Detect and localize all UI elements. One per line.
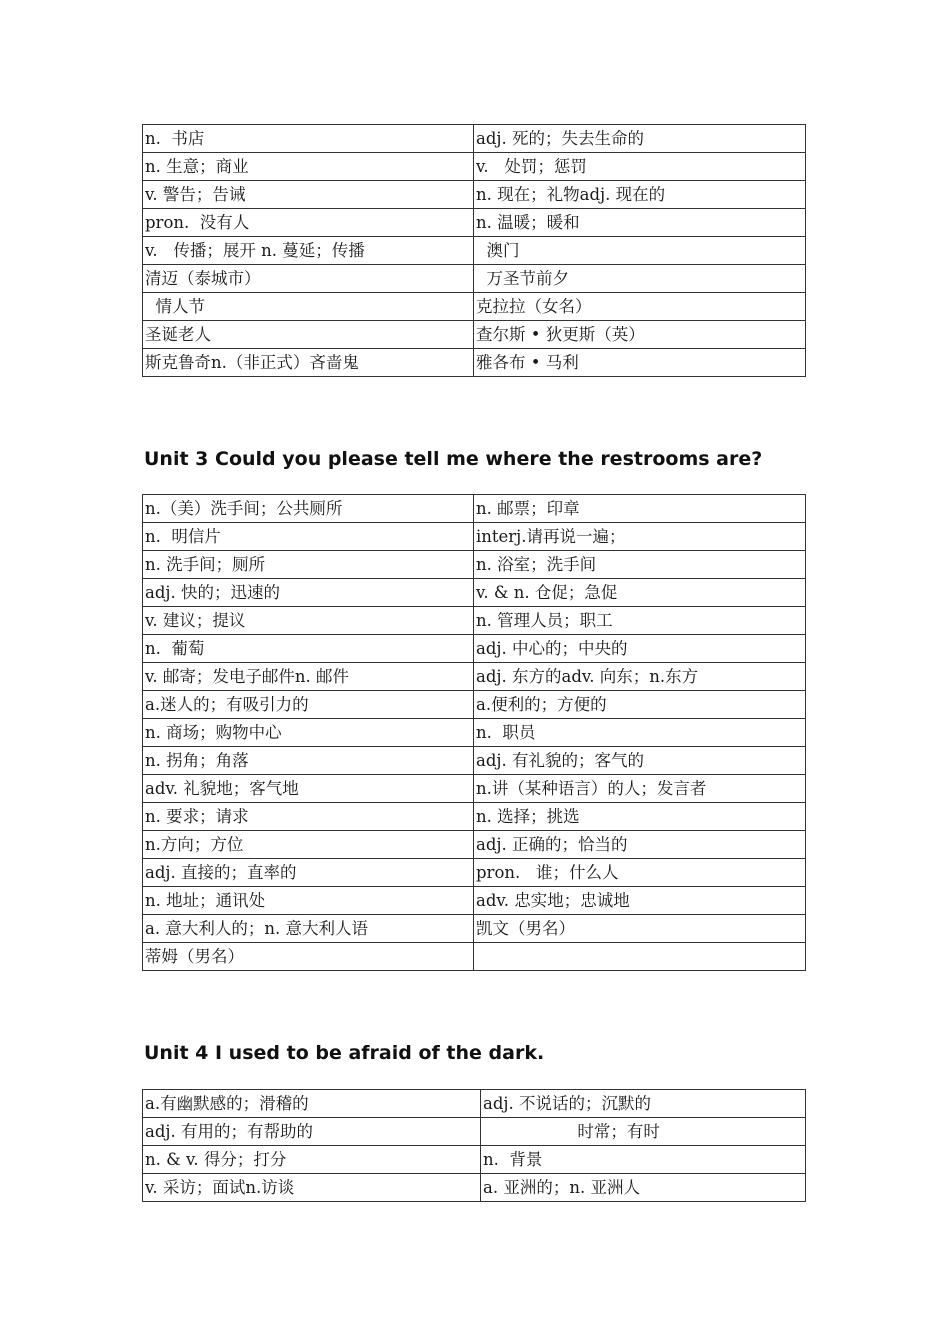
table-row [143, 523, 806, 551]
definition-cell-left: 情人节 [143, 293, 474, 321]
definition-cell-right: n. 现在；礼物adj. 现在的 [474, 181, 806, 209]
definition-cell-right: adj. 有礼貌的；客气的 [474, 747, 806, 775]
vocab-table-unit2 [142, 124, 806, 377]
definition-cell-left: n. 葡萄 [143, 635, 474, 663]
table-row [143, 747, 806, 775]
unit4-heading: Unit 4 I used to be afraid of the dark. [144, 1042, 545, 1064]
table-row [143, 1118, 806, 1146]
definition-cell-right: 克拉拉（女名） [474, 293, 806, 321]
definition-cell-left: v. 邮寄；发电子邮件n. 邮件 [143, 663, 474, 691]
definition-cell-right [474, 943, 806, 971]
definition-cell-right: adv. 忠实地；忠诚地 [474, 887, 806, 915]
definition-cell-right: v. & n. 仓促；急促 [474, 579, 806, 607]
table-row [143, 1146, 806, 1174]
definition-cell-left: n. 明信片 [143, 523, 474, 551]
definition-cell-left: n. 商场；购物中心 [143, 719, 474, 747]
definition-cell-right: adj. 死的；失去生命的 [474, 125, 806, 153]
definition-cell-left: n. 洗手间；厕所 [143, 551, 474, 579]
definition-cell-left: n. 书店 [143, 125, 474, 153]
definition-cell-right: adj. 不说话的；沉默的 [481, 1090, 806, 1118]
definition-cell-right: n. 温暖；暖和 [474, 209, 806, 237]
table-row [143, 831, 806, 859]
table-row [143, 915, 806, 943]
definition-cell-right: adj. 中心的；中央的 [474, 635, 806, 663]
definition-cell-right: n. 管理人员；职工 [474, 607, 806, 635]
definition-cell-left: n. 生意；商业 [143, 153, 474, 181]
definition-cell-right: 查尔斯 • 狄更斯（英） [474, 321, 806, 349]
definition-cell-right: 澳门 [474, 237, 806, 265]
definition-cell-right: v. 处罚；惩罚 [474, 153, 806, 181]
definition-cell-left: adj. 有用的；有帮助的 [143, 1118, 481, 1146]
definition-cell-left: n. 地址；通讯处 [143, 887, 474, 915]
definition-cell-right: n. 背景 [481, 1146, 806, 1174]
definition-cell-left: 圣诞老人 [143, 321, 474, 349]
definition-cell-left: v. 警告；告诫 [143, 181, 474, 209]
definition-cell-right: n.讲（某种语言）的人；发言者 [474, 775, 806, 803]
table-row [143, 943, 806, 971]
table-row [143, 153, 806, 181]
definition-cell-right: n. 选择；挑选 [474, 803, 806, 831]
definition-cell-right: pron. 谁；什么人 [474, 859, 806, 887]
table-row [143, 349, 806, 377]
definition-cell-right: n. 浴室；洗手间 [474, 551, 806, 579]
definition-cell-right: n. 职员 [474, 719, 806, 747]
table-row [143, 551, 806, 579]
table-row [143, 691, 806, 719]
table-row [143, 663, 806, 691]
table-row [143, 125, 806, 153]
table-row [143, 579, 806, 607]
definition-cell-right: a.便利的；方便的 [474, 691, 806, 719]
definition-cell-left: n.（美）洗手间；公共厕所 [143, 495, 474, 523]
definition-cell-right: n. 邮票；印章 [474, 495, 806, 523]
definition-cell-right: interj.请再说一遍； [474, 523, 806, 551]
table-row [143, 1090, 806, 1118]
definition-cell-right: adj. 东方的adv. 向东；n.东方 [474, 663, 806, 691]
table-row [143, 803, 806, 831]
definition-cell-left: adj. 快的；迅速的 [143, 579, 474, 607]
definition-cell-left: v. 传播；展开 n. 蔓延；传播 [143, 237, 474, 265]
definition-cell-right: 雅各布 • 马利 [474, 349, 806, 377]
table-row [143, 775, 806, 803]
definition-cell-left: adv. 礼貌地；客气地 [143, 775, 474, 803]
table-row [143, 859, 806, 887]
table-row [143, 607, 806, 635]
definition-cell-right: 凯文（男名） [474, 915, 806, 943]
definition-cell-left: n. & v. 得分；打分 [143, 1146, 481, 1174]
table-row [143, 321, 806, 349]
definition-cell-left: 清迈（泰城市） [143, 265, 474, 293]
definition-cell-right: a. 亚洲的；n. 亚洲人 [481, 1174, 806, 1202]
definition-cell-left: adj. 直接的；直率的 [143, 859, 474, 887]
definition-cell-left: 蒂姆（男名） [143, 943, 474, 971]
definition-cell-left: a. 意大利人的；n. 意大利人语 [143, 915, 474, 943]
table-row [143, 1174, 806, 1202]
table-row [143, 265, 806, 293]
table-row [143, 293, 806, 321]
table-row [143, 181, 806, 209]
definition-cell-left: n. 拐角；角落 [143, 747, 474, 775]
table-row [143, 719, 806, 747]
definition-cell-left: n. 要求；请求 [143, 803, 474, 831]
definition-cell-right: 万圣节前夕 [474, 265, 806, 293]
definition-cell-left: a.有幽默感的；滑稽的 [143, 1090, 481, 1118]
table-row [143, 495, 806, 523]
vocab-table-unit4 [142, 1089, 806, 1202]
unit3-heading: Unit 3 Could you please tell me where the restrooms are? [144, 448, 763, 470]
table-row [143, 209, 806, 237]
definition-cell-left: pron. 没有人 [143, 209, 474, 237]
definition-cell-right: 时常；有时 [481, 1118, 806, 1146]
definition-cell-left: 斯克鲁奇n.（非正式）吝啬鬼 [143, 349, 474, 377]
definition-cell-left: v. 采访；面试n.访谈 [143, 1174, 481, 1202]
definition-cell-left: a.迷人的；有吸引力的 [143, 691, 474, 719]
table-row [143, 635, 806, 663]
table-row [143, 887, 806, 915]
definition-cell-left: v. 建议；提议 [143, 607, 474, 635]
definition-cell-left: n.方向；方位 [143, 831, 474, 859]
vocab-table-unit3 [142, 494, 806, 971]
table-row [143, 237, 806, 265]
definition-cell-right: adj. 正确的；恰当的 [474, 831, 806, 859]
